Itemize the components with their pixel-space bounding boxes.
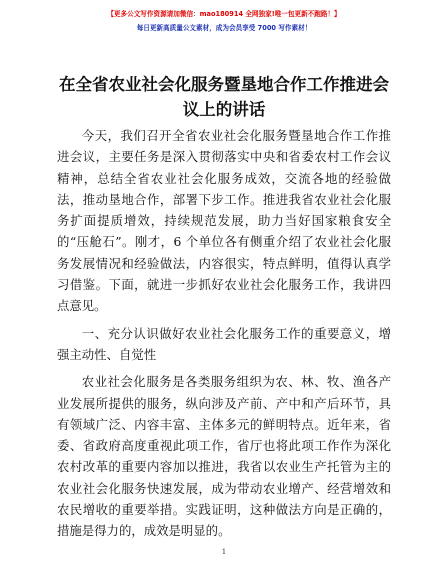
body-paragraph: 农业社会化服务是各类服务组织为农、林、牧、渔各产业发展所提供的服务，纵向涉及产前、产中和产后环节，具有领域广泛、内容丰富、主体多元的鲜明特点。近年来，省委、省政府高度重视此项工作，省厅也将此项工作作为深化农村改革的重要内容加以推进，我省以农业生产托管为主的农业社会化服务快速发展，成为带动农业增产、经营增效和农民增收的重要举措。实践证明，这种做法方向是正确的，措施是得力的，成效是明显的。 (57, 374, 391, 539)
page-number: 1 (221, 548, 227, 556)
title-line-1: 在全省农业社会化服务暨垦地合作工作推进会 (59, 75, 389, 94)
promo-banner-blue: 每日更新高质量公文素材，成为会员享受 7000 写作素材！ (136, 24, 312, 32)
intro-paragraph: 今天，我们召开全省农业社会化服务暨垦地合作工作推进会议，主要任务是深入贯彻落实中央和省委农村工作会议精神，总结全省农业社会化服务成效，交流各地的经验做法，推动垦地合作，部署下步工作。推进我省农业社会化服务扩面提质增效，持续规范发展，助力当好国家粮食安全的“压舱石”。刚才，6 个单位各有侧重介绍了农业社会化服务发展情况和经验做法，内容很实，特点鲜明，值得认真学习借鉴。下面，就进一步抓好农业社会化服务工作，我讲四点意见。 (57, 128, 391, 314)
title-line-2: 议上的讲话 (182, 100, 266, 119)
document-body (57, 125, 391, 548)
promo-banner-red: 【更多公文写作资源请加微信：mao180914 全网独家!唯一包更新不跑路！】 (107, 10, 341, 18)
section-heading: 一、充分认识做好农业社会化服务工作的重要意义，增强主动性、自觉性 (57, 325, 391, 362)
document-title (0, 72, 448, 122)
